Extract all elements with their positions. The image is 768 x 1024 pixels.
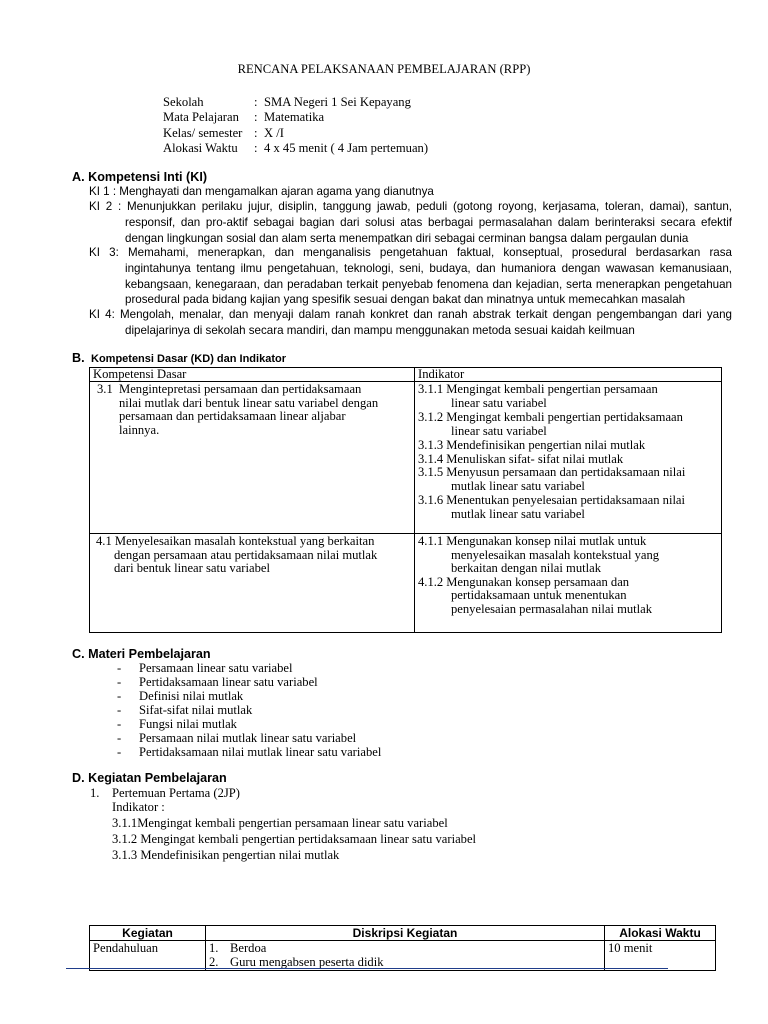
bullet: - (117, 703, 122, 717)
waktu-cell: 10 menit (605, 941, 716, 971)
section-c-heading: C. Materi Pembelajaran (72, 647, 211, 661)
kd-cell (90, 382, 415, 534)
section-b-letter: B. (72, 351, 85, 365)
kd-line: Mengintepretasi persamaan dan pertidaksamaan (119, 382, 362, 396)
bullet: - (117, 661, 122, 675)
indikator-text: Menuliskan sifat- sifat nilai mutlak (446, 451, 624, 466)
header-indikator: Indikator (415, 368, 722, 382)
meeting-title: Pertemuan Pertama (2JP) (112, 786, 241, 800)
list-item: Pertidaksamaan nilai mutlak linear satu variabel (139, 745, 382, 759)
identity-value: Matematika (264, 110, 325, 124)
indikator-cell (415, 382, 722, 534)
ki2-text-cont: responsif, dan pro-aktif sebagai bagian dari solusi atas berbagai permasalahan dalam berinteraksi secara efektif (125, 216, 732, 229)
indikator-text-cont: linear satu variabel (451, 423, 547, 438)
section-b-heading: Kompetensi Dasar (KD) dan Indikator (91, 353, 286, 365)
identity-value: X /I (264, 126, 284, 140)
identity-value: 4 x 45 menit ( 4 Jam pertemuan) (264, 141, 429, 155)
identity-label: Alokasi Waktu (163, 141, 238, 155)
identity-label: Sekolah (163, 95, 204, 109)
list-item: Pertidaksamaan linear satu variabel (139, 675, 318, 689)
identity-sep: : (254, 141, 258, 155)
table-row (90, 382, 722, 534)
kd-line: dengan persamaan atau pertidaksamaan nilai mutlak (114, 547, 378, 562)
indikator-number: 3.1.3 (418, 438, 444, 452)
indikator-text: Mengingat kembali pengertian pertidaksamaan (446, 410, 683, 424)
ki2-text: KI 2 : Menunjukkan perilaku jujur, disiplin, tanggung jawab, peduli (gotong royong, kerjasama, toleran, damai), santun, (89, 200, 732, 213)
indikator-number: 3.1.2 (418, 410, 444, 424)
indikator-text: Menyusun persamaan dan pertidaksamaan nilai (446, 465, 686, 479)
list-item: Persamaan nilai mutlak linear satu variabel (139, 731, 357, 745)
header-alokasi-waktu: Alokasi Waktu (605, 926, 716, 941)
table-header-row (90, 368, 722, 382)
indikator-text: Mengingat kembali pengertian persamaan (446, 382, 658, 396)
indikator-text-cont: menyelesaikan masalah kontekstual yang (451, 547, 660, 562)
item-text: Guru mengabsen peserta didik (230, 955, 384, 969)
identity-label: Mata Pelajaran (163, 110, 239, 124)
document-title: RENCANA PELAKSANAAN PEMBELAJARAN (RPP) (237, 62, 531, 76)
kd-line: dari bentuk linear satu variabel (114, 561, 270, 575)
indikator-number: 3.1.4 (418, 451, 444, 466)
kd-line: nilai mutlak dari bentuk linear satu variabel dengan (119, 395, 379, 410)
indikator-text-cont: mutlak linear satu variabel (451, 506, 585, 521)
header-kegiatan: Kegiatan (90, 926, 206, 941)
diskripsi-cell (206, 941, 605, 971)
indikator-item (418, 535, 718, 549)
ki4-text-cont: dipelajarinya di sekolah secara mandiri, dan mampu menggunakan metoda sesuai kaidah keilmuan (125, 324, 635, 337)
section-a-heading: A. Kompetensi Inti (KI) (72, 170, 208, 184)
indikator-item (418, 383, 718, 397)
indikator-cell (415, 534, 722, 633)
kegiatan-cell: Pendahuluan (90, 941, 206, 971)
indikator-item (418, 466, 718, 480)
indikator-text: Mendefinisikan pengertian nilai mutlak (446, 438, 646, 452)
indikator-text: Mengunakan konsep nilai mutlak untuk (446, 534, 647, 548)
kd-indikator-table (89, 367, 722, 633)
indikator-label: Indikator : (112, 800, 165, 814)
bullet: - (117, 717, 122, 731)
indikator-item (418, 453, 718, 467)
indikator-item (418, 494, 718, 508)
list-item: Sifat-sifat nilai mutlak (139, 703, 253, 717)
activity-table (89, 925, 716, 971)
indikator-text: Mengunakan konsep persamaan dan (446, 574, 630, 589)
indikator-number: 3.1.5 (418, 465, 444, 479)
indikator-text-cont: pertidaksamaan untuk menentukan (451, 588, 627, 602)
bullet: - (117, 675, 122, 689)
indikator-number: 4.1.2 (418, 574, 444, 589)
list-item (209, 941, 601, 955)
kd-cell (90, 534, 415, 633)
indikator-number: 3.1.6 (418, 493, 444, 507)
identity-sep: : (254, 110, 258, 124)
indikator-text-cont: mutlak linear satu variabel (451, 478, 585, 493)
table-row (90, 534, 722, 633)
ki3-text-cont: prosedural pada bidang kajian yang spesifik sesuai dengan bakat dan minatnya untuk memecahkan masalah (125, 293, 686, 306)
kd-text (93, 383, 411, 437)
ki3-text: KI 3: Memahami, menerapkan, dan menganalisis pengetahuan faktual, konseptual, prosedural berdasarkan rasa (89, 246, 732, 259)
bullet: - (117, 731, 122, 745)
activity-header-row (90, 926, 716, 941)
indikator-line: 3.1.1Mengingat kembali pengertian persamaan linear satu variabel (112, 816, 448, 830)
table-row (90, 941, 716, 971)
ki4-text: KI 4: Mengolah, menalar, dan menyaji dalam ranah konkret dan ranah abstrak terkait dengan pengembangan dari yang (89, 308, 732, 321)
kd-line: 4.1 Menyelesaikan masalah kontekstual yang berkaitan (96, 534, 375, 548)
identity-sep: : (254, 95, 258, 109)
item-number: 1. (209, 941, 219, 955)
indikator-item (418, 411, 718, 425)
kd-number: 3.1 (97, 382, 113, 396)
footer-rule (66, 968, 668, 969)
kd-line: lainnya. (119, 422, 160, 437)
indikator-text-cont: linear satu variabel (451, 395, 547, 410)
bullet: - (117, 745, 122, 759)
indikator-item (418, 576, 718, 590)
indikator-number: 3.1.1 (418, 382, 444, 396)
section-d-heading: D. Kegiatan Pembelajaran (72, 771, 227, 785)
identity-sep: : (254, 126, 258, 140)
ki1-text: KI 1 : Menghayati dan mengamalkan ajaran agama yang dianutnya (89, 185, 434, 198)
meeting-number: 1. (90, 786, 100, 800)
indikator-text-cont: penyelesaian permasalahan nilai mutlak (451, 601, 653, 616)
item-number: 2. (209, 955, 219, 969)
identity-label: Kelas/ semester (163, 126, 243, 140)
list-item: Persamaan linear satu variabel (139, 661, 293, 675)
list-item: Fungsi nilai mutlak (139, 717, 237, 731)
indikator-item (418, 439, 718, 453)
indikator-number: 4.1.1 (418, 534, 444, 548)
indikator-line: 3.1.2 Mengingat kembali pengertian pertidaksamaan linear satu variabel (112, 832, 477, 846)
ki3-text-cont: ingintahunya tentang ilmu pengetahuan, teknologi, seni, budaya, dan humaniora dengan wawasan kemanusiaan, (125, 262, 732, 275)
header-kompetensi-dasar: Kompetensi Dasar (90, 368, 415, 382)
list-item (209, 955, 601, 969)
identity-value: SMA Negeri 1 Sei Kepayang (264, 95, 411, 109)
bullet: - (117, 689, 122, 703)
indikator-line: 3.1.3 Mendefinisikan pengertian nilai mutlak (112, 848, 340, 862)
kd-line: persamaan dan pertidaksamaan linear aljabar (119, 409, 346, 423)
header-diskripsi: Diskripsi Kegiatan (206, 926, 605, 941)
indikator-text-cont: berkaitan dengan nilai mutlak (451, 561, 602, 575)
item-text: Berdoa (230, 941, 267, 955)
ki3-text-cont: kebangsaan, kenegaraan, dan peradaban terkait penyebab fenomena dan kejadian, serta menerapkan pengetahuan (125, 278, 732, 291)
list-item: Definisi nilai mutlak (139, 689, 244, 703)
indikator-text: Menentukan penyelesaian pertidaksamaan nilai (446, 493, 686, 507)
ki2-text-cont: dengan lingkungan sosial dan alam serta menempatkan diri sebagai cerminan bangsa dalam pergaulan dunia (125, 232, 689, 245)
